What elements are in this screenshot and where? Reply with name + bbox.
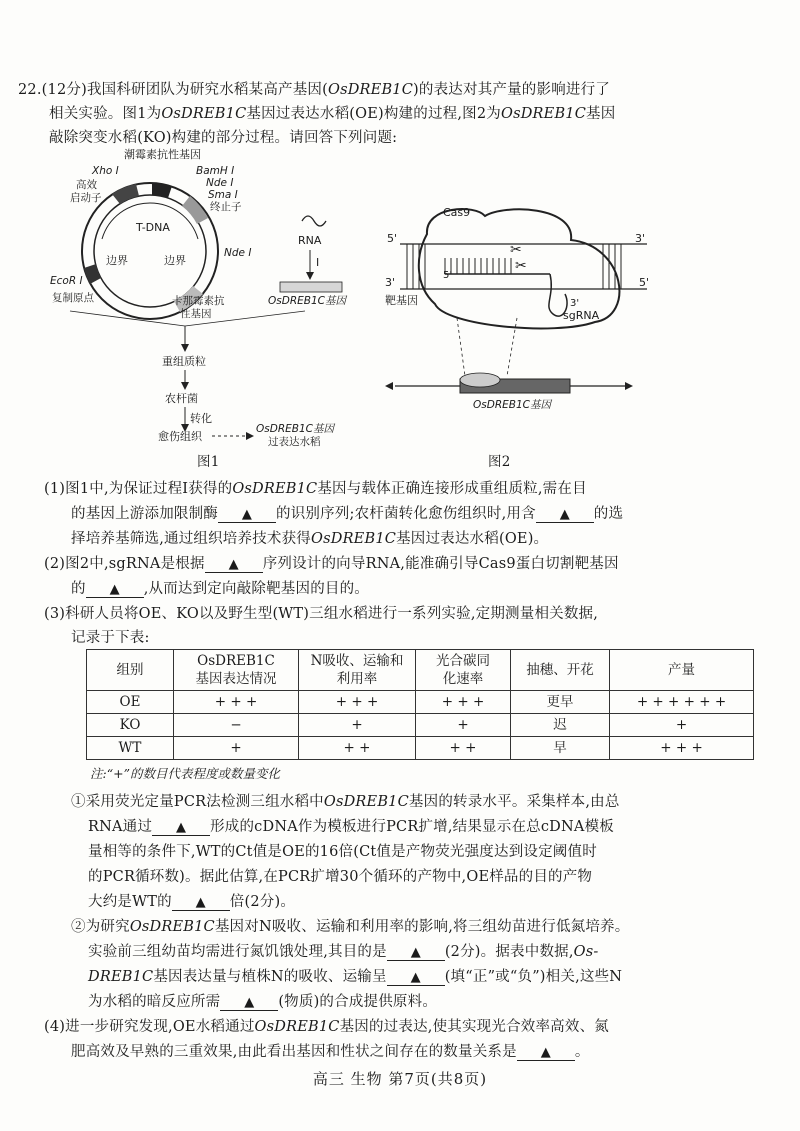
q3-1-line-1 (71, 790, 620, 811)
rna-label: RNA (298, 234, 322, 247)
arrow-head (625, 382, 633, 390)
table-header: N吸收、运输和 利用率 (299, 650, 416, 691)
three-prime-label: 3' (570, 298, 580, 309)
flow-callus: 愈伤组织 (158, 430, 202, 443)
answer-blank[interactable] (152, 819, 210, 836)
q4-text: 肥高效及早熟的三重效果,由此看出基因和性状之间存在的数量关系是 (71, 1044, 517, 1060)
q3-1-line-5 (88, 890, 295, 911)
table-cell: OE (87, 691, 174, 714)
answer-blank[interactable] (387, 969, 445, 986)
gene-name: OsDREB1C (328, 82, 414, 98)
blank-marker: ▲ (109, 582, 120, 597)
q3-1-line-2 (88, 815, 614, 836)
five-prime-label: 5' (387, 232, 398, 245)
q3-1-text: 倍(2分)。 (229, 894, 296, 910)
flow-transform: 转化 (190, 412, 212, 425)
blank-marker: ▲ (244, 995, 255, 1010)
gene-bar (280, 282, 342, 292)
q1-line-3 (71, 527, 548, 548)
converge-line (70, 311, 185, 326)
gene-name: OsDREB1C (161, 106, 247, 122)
table-cell: + + (416, 737, 511, 760)
border-right-label: 边界 (164, 254, 186, 267)
q3-2-text: ②为研究 (71, 919, 130, 935)
blank-marker: ▲ (410, 970, 421, 985)
q2-text: (2)图2中,sgRNA是根据 (44, 556, 205, 572)
page-footer: 高三 生物 第7页(共8页) (312, 1070, 488, 1088)
border-left-label: 边界 (106, 254, 128, 267)
q3-1-text: 形成的cDNA作为模板进行PCR扩增,结果显示在总cDNA模板 (210, 819, 614, 835)
answer-blank[interactable] (218, 506, 276, 523)
hyg-label: 潮霉素抗性基因 (124, 148, 201, 161)
q3-text: (3)科研人员将OE、KO以及野生型(WT)三组水稻进行一系列实验,定期测量相关数据, (44, 606, 599, 622)
q1-line-2 (71, 502, 623, 523)
sma-label: Sma I (208, 189, 238, 201)
answer-blank[interactable] (517, 1044, 575, 1061)
promoter-label-2: 启动子 (70, 192, 102, 204)
blank-marker: ▲ (540, 1045, 551, 1060)
eco-label: EcoR I (50, 275, 83, 287)
q3-2-text: (2分)。据表中数据, (444, 944, 574, 960)
q3-1-line-4 (88, 865, 592, 886)
question-stem-line-2 (49, 102, 615, 123)
q4-text: 。 (574, 1044, 590, 1060)
q3-1-text: 大约是WT的 (88, 894, 172, 910)
blank-marker: ▲ (195, 895, 206, 910)
table-cell: + (174, 737, 299, 760)
q2-text: ,从而达到定向敲除靶基因的目的。 (143, 581, 370, 597)
answer-blank[interactable] (172, 894, 230, 911)
table-header: 抽穗、开花 (511, 650, 610, 691)
flow-agrobacterium: 农杆菌 (165, 392, 198, 405)
origin-block (84, 264, 101, 284)
gene-name: OsDREB1C (254, 1019, 340, 1035)
blank-marker: ▲ (241, 507, 253, 522)
table-cell: KO (87, 714, 174, 737)
gene-name: OsDREB1C (323, 794, 409, 810)
q3-text: 记录于下表: (71, 630, 150, 646)
q1-text: 的选 (593, 506, 624, 522)
flow-oe-rice-2: 过表达水稻 (268, 436, 321, 448)
figure-2-caption: 图2 (488, 454, 511, 470)
table-row (87, 691, 754, 714)
gene-bar-label: OsDREB1C基因 (268, 295, 346, 307)
table-header: OsDREB1C 基因表达情况 (174, 650, 299, 691)
table-row (87, 737, 754, 760)
table-cell: 迟 (511, 714, 610, 737)
q4-text: 基因的过表达,使其实现光合效率高效、氮 (339, 1019, 609, 1035)
table-cell: 早 (511, 737, 610, 760)
table-header-row (87, 650, 754, 691)
q3-2-text: (物质)的合成提供原料。 (278, 994, 438, 1010)
figure-1 (40, 146, 410, 471)
five-prime-label: 5' (443, 270, 453, 281)
question-points: (12分) (41, 82, 87, 98)
arrow-head (306, 272, 314, 280)
q1-text: 的识别序列;农杆菌转化愈伤组织时,用含 (276, 506, 536, 522)
answer-blank[interactable] (387, 944, 445, 961)
table-cell: + + + (610, 737, 754, 760)
blank-marker: ▲ (559, 507, 570, 522)
gene-name: OsDREB1C (129, 919, 215, 935)
results-table (86, 649, 754, 760)
table-header: 产量 (610, 650, 754, 691)
kan-label-1: 卡那霉素抗 (172, 295, 225, 307)
stem-text: 相关实验。图1为 (49, 106, 162, 122)
answer-blank[interactable] (536, 506, 594, 523)
q1-text: 基因与载体正确连接形成重组质粒,需在目 (317, 481, 587, 497)
stem-text: 基因过表达水稻(OE)构建的过程,图2为 (246, 106, 501, 122)
arrow-head (181, 344, 189, 352)
scissors-icon: ✂ (510, 242, 522, 258)
answer-blank[interactable] (86, 581, 144, 598)
table-cell: − (174, 714, 299, 737)
table-cell: + (299, 714, 416, 737)
q1-line-1 (44, 477, 587, 498)
question-stem-line-3 (49, 126, 397, 147)
table-cell: 更早 (511, 691, 610, 714)
q3-2-line-4 (88, 990, 437, 1011)
table-note: 注:“+”的数目代表程度或数量变化 (90, 766, 280, 781)
q3-2-text: 为水稻的暗反应所需 (88, 994, 221, 1010)
three-prime-label: 3' (635, 232, 646, 245)
step-i-label: I (316, 256, 320, 269)
answer-blank[interactable] (205, 556, 263, 573)
table-cell: + (416, 714, 511, 737)
gene-name: Os- (573, 944, 599, 960)
table-cell: + + + (299, 691, 416, 714)
q3-1-text: RNA通过 (88, 819, 153, 835)
table-cell: WT (87, 737, 174, 760)
sgrna-label: sgRNA (563, 309, 600, 322)
blank-marker: ▲ (410, 945, 421, 960)
table-header: 组别 (87, 650, 174, 691)
table-cell: + + + (174, 691, 299, 714)
gene-name: OsDREB1C (311, 531, 397, 547)
q4-text: (4)进一步研究发现,OE水稻通过 (44, 1019, 255, 1035)
q2-line-1 (44, 552, 619, 573)
bam-label: BamH I (196, 165, 235, 177)
q4-line-1 (44, 1015, 609, 1036)
stem-text: 基因 (586, 106, 616, 122)
table-cell: + + + (416, 691, 511, 714)
q2-text: 的 (71, 581, 86, 597)
gene-name: OsDREB1C (501, 106, 587, 122)
table-cell: + + (299, 737, 416, 760)
table-header: 光合碳同 化速率 (416, 650, 511, 691)
promoter-label-1: 高效 (76, 179, 97, 191)
q3-1-text: ①采用荧光定量PCR法检测三组水稻中 (71, 794, 324, 810)
q3-1-line-3 (88, 840, 597, 861)
q3-2-text: 基因表达量与植株N的吸收、运输呈 (153, 969, 387, 985)
blank-marker: ▲ (175, 820, 187, 835)
figure-1-caption: 图1 (197, 454, 220, 470)
question-number: 22. (18, 82, 42, 98)
q3-2-text: 实验前三组幼苗均需进行氮饥饿处理,其目的是 (88, 944, 387, 960)
arrow-head (385, 382, 393, 390)
xho-label: Xho I (92, 165, 119, 177)
origin-label: 复制原点 (52, 292, 94, 304)
target-gene-label: 靶基因 (385, 294, 418, 307)
q2-line-2 (71, 577, 369, 598)
q1-text: 的基因上游添加限制酶 (71, 506, 218, 522)
gene-name: OsDREB1C (232, 481, 318, 497)
q3-2-line-1 (71, 915, 629, 936)
stem-text: 我国科研团队为研究水稻某高产基因( (86, 82, 328, 98)
arrow-head (181, 382, 189, 390)
q3-line-1 (44, 602, 598, 623)
q3-2-text: 基因对N吸收、运输和利用率的影响,将三组幼苗进行低氮培养。 (214, 919, 630, 935)
rna-squiggle (302, 216, 326, 226)
arrow-head (246, 432, 254, 440)
table-row (87, 714, 754, 737)
q3-2-line-3 (88, 965, 622, 986)
q2-text: 序列设计的向导RNA,能准确引导Cas9蛋白切割靶基因 (262, 556, 619, 572)
five-prime-label: 5' (639, 276, 650, 289)
zoom-line (457, 318, 465, 376)
q3-1-text: 量相等的条件下,WT的Ct值是OE的16倍(Ct值是产物荧光强度达到设定阈值时 (88, 844, 597, 860)
flow-plasmid: 重组质粒 (162, 355, 206, 368)
stem-text: 敲除突变水稻(KO)构建的部分过程。请回答下列问题: (49, 130, 398, 146)
gene-bar-label: OsDREB1C基因 (473, 399, 551, 411)
stem-text: )的表达对其产量的影响进行了 (413, 82, 611, 98)
table-cell: + + + + + + (610, 691, 754, 714)
q3-1-text: 基因的转录水平。采集样本,由总 (408, 794, 620, 810)
terminator-label: 终止子 (210, 201, 242, 213)
gene-name: DREB1C (88, 969, 154, 985)
q3-line-2 (71, 626, 150, 647)
table-cell: + (610, 714, 754, 737)
cas9-small (460, 373, 500, 387)
q3-2-line-2 (88, 940, 599, 961)
kan-label-2: 性基因 (180, 308, 212, 320)
nde1-label: Nde I (206, 177, 234, 189)
q1-text: (1)图1中,为保证过程I获得的 (44, 481, 233, 497)
q4-line-2 (71, 1040, 590, 1061)
q3-2-text: (填“正”或“负”)相关,这些N (444, 969, 623, 985)
answer-blank[interactable] (220, 994, 278, 1011)
three-prime-label: 3' (385, 276, 396, 289)
q1-text: 基因过表达水稻(OE)。 (396, 531, 549, 547)
nde2-label: Nde I (224, 247, 252, 259)
cas9-label: Cas9 (443, 206, 471, 219)
flow-oe-rice-1: OsDREB1C基因 (256, 423, 334, 435)
scissors-icon: ✂ (515, 258, 527, 274)
q1-text: 择培养基筛选,通过组织培养技术获得 (71, 531, 312, 547)
figure-2 (385, 186, 675, 426)
q3-1-text: 的PCR循环数)。据此估算,在PCR扩增30个循环的产物中,OE样品的目的产物 (88, 869, 593, 885)
blank-marker: ▲ (228, 557, 239, 572)
tdna-label: T-DNA (136, 221, 170, 234)
question-stem-line-1 (18, 78, 610, 99)
